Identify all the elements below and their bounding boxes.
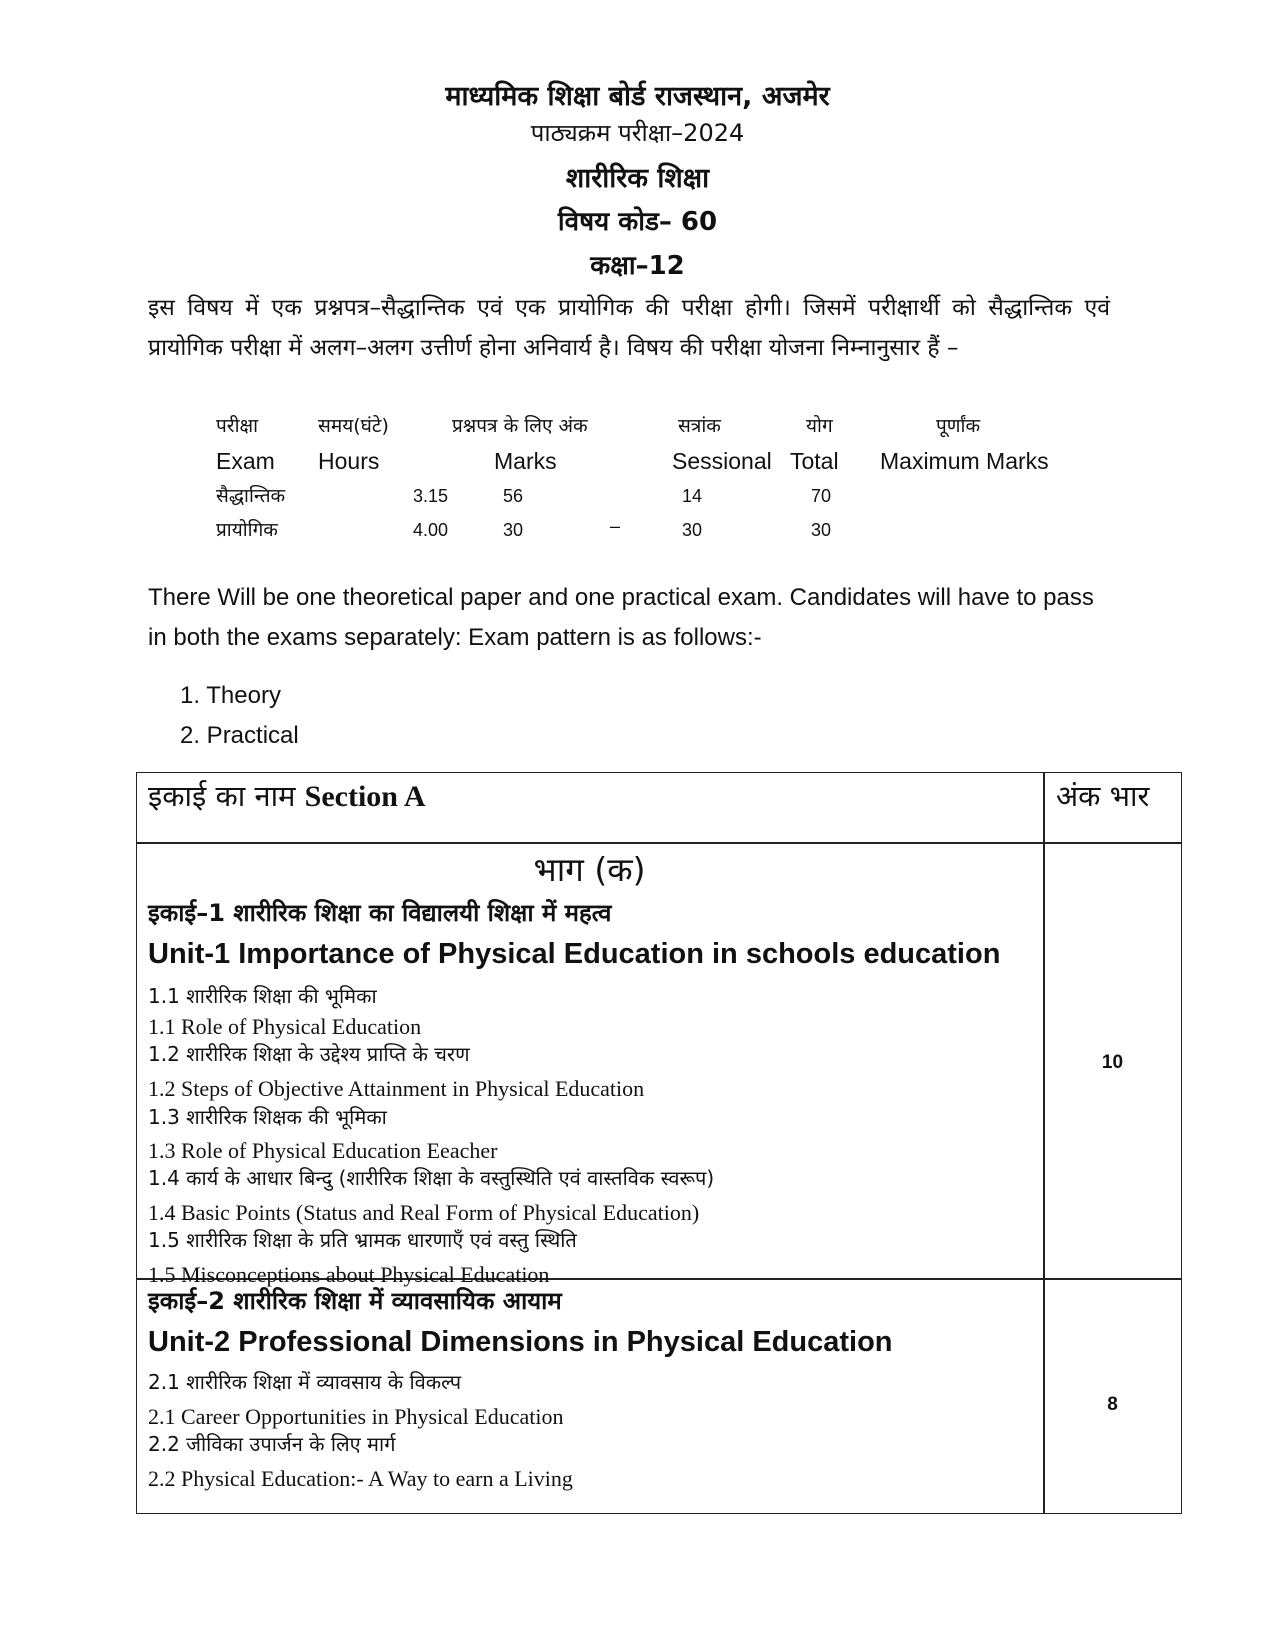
scheme-row-exam: प्रायोगिक (216, 519, 278, 541)
topic-en: 1.3 Role of Physical Education Eeacher (148, 1138, 498, 1163)
topic-en: 2.1 Career Opportunities in Physical Education (148, 1404, 564, 1429)
part-heading: भाग (क) (533, 850, 646, 889)
topic-hi: 1.2 शारीरिक शिक्षा के उद्देश्य प्राप्ति के चरण (148, 1042, 470, 1066)
topic-hi: 1.1 शारीरिक शिक्षा की भूमिका (148, 984, 377, 1008)
scheme-header-en: Hours (318, 448, 380, 474)
scheme-header-hi: परीक्षा (216, 415, 259, 437)
scheme-header-hi: समय(घंटे) (318, 415, 389, 437)
scheme-header-en: Total (790, 448, 839, 474)
topic-en: 1.2 Steps of Objective Attainment in Physical Education (148, 1076, 645, 1101)
scheme-row-marks: 56 (503, 486, 524, 506)
exam-list-item: 1. Theory (180, 682, 281, 709)
scheme-header-hi: प्रश्नपत्र के लिए अंक (452, 415, 588, 437)
table-header-section: Section A (304, 780, 426, 813)
unit-title-en: Unit-2 Professional Dimensions in Physical Education (148, 1326, 893, 1358)
topic-en: 1.5 Misconceptions about Physical Education (148, 1262, 550, 1287)
scheme-header-en: Maximum Marks (880, 448, 1049, 474)
unit-title-hi: इकाई–2 शारीरिक शिक्षा में व्यावसायिक आयाम (148, 1287, 562, 1315)
unit-marks: 10 (1101, 1052, 1124, 1073)
unit-title-hi: इकाई–1 शारीरिक शिक्षा का विद्यालयी शिक्षा में महत्व (148, 899, 612, 927)
intro-hindi-paragraph: इस विषय में एक प्रश्नपत्र–सैद्धान्तिक एवं एक प्रायोगिक की परीक्षा होगी। जिसमें परीक्षार्थी को सैद्धान्तिक एवं प्रायोगिक परीक्षा में अलग–अलग उत्तीर्ण होना अनिवार्य है। विषय की परीक्षा योजना निम्नानुसार हैं – (148, 295, 1110, 361)
scheme-row-exam: सैद्धान्तिक (216, 485, 286, 507)
exam-list-item: 2. Practical (180, 722, 299, 749)
scheme-header-hi: सत्रांक (678, 415, 721, 437)
subject-title: शारीरिक शिक्षा (565, 163, 710, 194)
scheme-row-dash: – (610, 516, 621, 536)
topic-hi: 2.1 शारीरिक शिक्षा में व्यावसाय के विकल्प (148, 1370, 462, 1394)
topic-en: 2.2 Physical Education:- A Way to earn a Living (148, 1466, 573, 1491)
syllabus-title: पाठ्यक्रम परीक्षा–2024 (530, 119, 745, 147)
topic-en: 1.4 Basic Points (Status and Real Form of Physical Education) (148, 1200, 700, 1225)
subject-code: विषय कोड– 60 (557, 207, 718, 237)
scheme-row-total: 70 (811, 486, 832, 506)
unit-title-en: Unit-1 Importance of Physical Education in schools education (148, 938, 1001, 970)
scheme-header-hi: पूर्णांक (936, 415, 981, 437)
class-label: कक्षा–12 (590, 251, 685, 281)
table-header-unit-name-hi: इकाई का नाम (148, 779, 305, 813)
table-header-marks-weight: अंक भार (1056, 779, 1150, 813)
scheme-row-hours: 3.15 (413, 486, 449, 506)
scheme-row-sessional: 14 (682, 486, 703, 506)
intro-english-paragraph: There Will be one theoretical paper and one practical exam. Candidates will have to pass in both the exams separately: Exam pattern is as follows:- (148, 584, 1094, 651)
scheme-row-sessional: 30 (682, 520, 703, 540)
board-title: माध्यमिक शिक्षा बोर्ड राजस्थान, अजमेर (445, 81, 830, 112)
scheme-row-total: 30 (811, 520, 832, 540)
scheme-row-marks: 30 (503, 520, 524, 540)
unit-marks: 8 (1107, 1394, 1118, 1415)
topic-hi: 1.4 कार्य के आधार बिन्दु (शारीरिक शिक्षा के वस्तुस्थिति एवं वास्तविक स्वरूप) (148, 1166, 715, 1190)
scheme-row-hours: 4.00 (413, 520, 449, 540)
topic-hi: 1.3 शारीरिक शिक्षक की भूमिका (148, 1105, 387, 1129)
table-header-unit-name (148, 776, 426, 815)
scheme-header-hi: योग (806, 415, 833, 437)
scheme-header-en: Exam (216, 448, 275, 474)
table-row-divider (136, 842, 1182, 844)
topic-en: 1.1 Role of Physical Education (148, 1014, 422, 1039)
topic-hi: 2.2 जीविका उपार्जन के लिए मार्ग (148, 1432, 396, 1456)
topic-hi: 1.5 शारीरिक शिक्षा के प्रति भ्रामक धारणाएँ एवं वस्तु स्थिति (148, 1228, 577, 1252)
scheme-header-en: Sessional (672, 448, 772, 474)
scheme-header-en: Marks (494, 448, 557, 474)
